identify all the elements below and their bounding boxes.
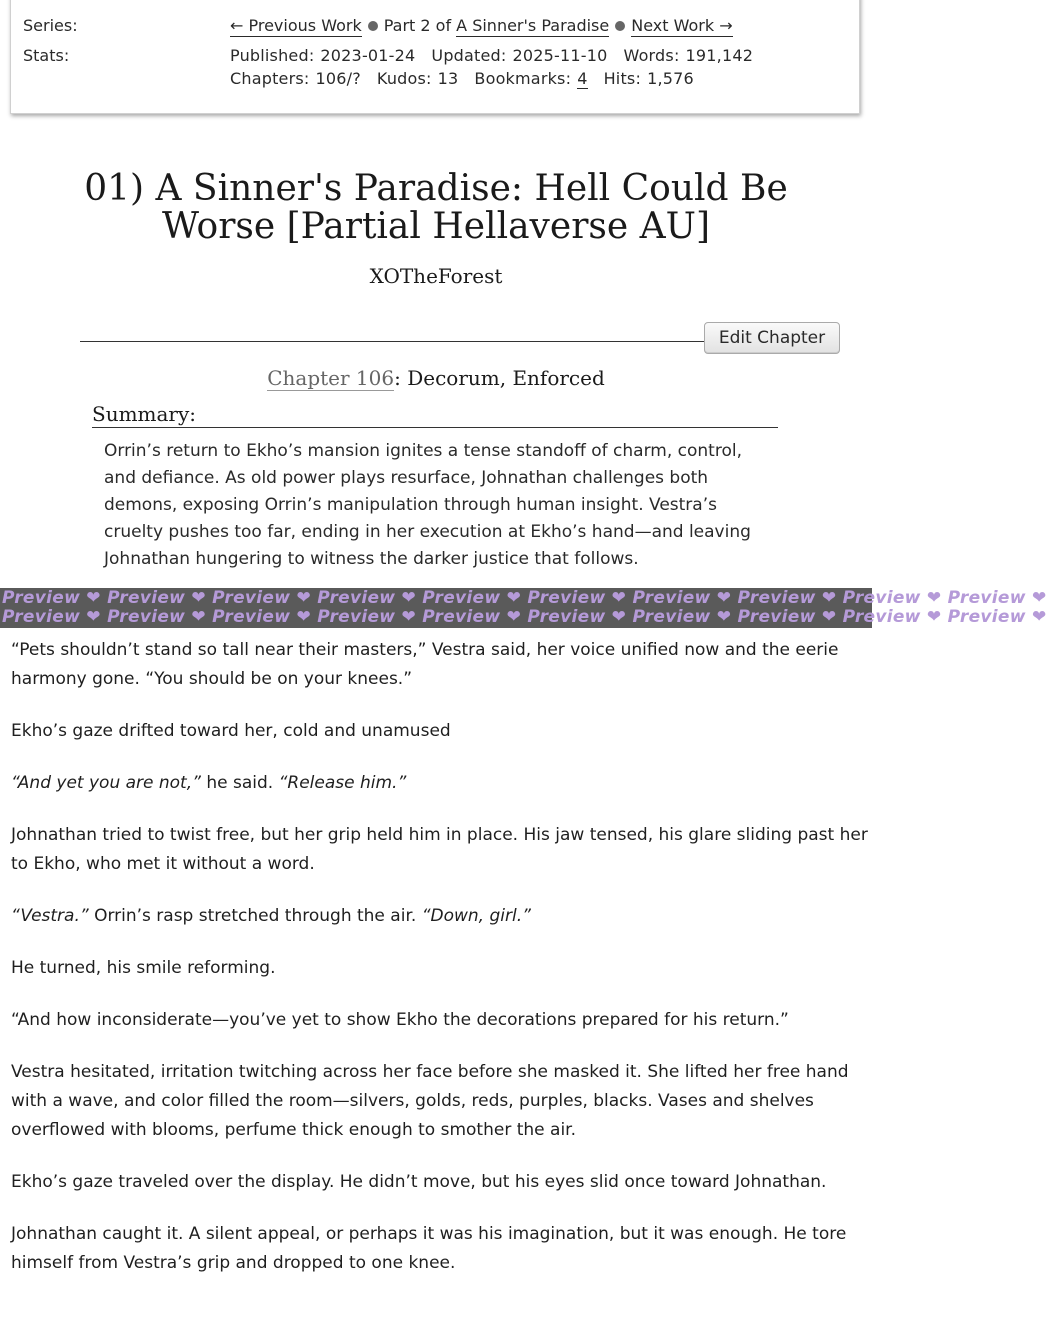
bullet-icon [615,21,625,31]
previous-work-link[interactable]: ← Previous Work [230,16,362,35]
bookmarks-label: Bookmarks: [474,69,572,88]
words-label: Words: [623,46,680,65]
chapter-body [11,636,869,1301]
story-text: Orrin’s rasp stretched through the air. [88,906,422,926]
work-meta-box [10,0,860,114]
story-paragraph: Vestra hesitated, irritation twitching across her face before she masked it. She lifted her free hand with a wave, and color filled the room—silvers, golds, reds, purples, blacks. Vases and shelves overflowed with blooms, perfume thick enough to smother the air. [11,1062,849,1140]
chapter-heading [0,366,872,390]
words-value: 191,142 [685,46,754,65]
bullet-icon [368,21,378,31]
hits-value: 1,576 [647,69,694,88]
dialogue-italic: “And yet you are not,” [11,773,201,793]
work-title-line-2: Worse [Partial Hellaverse AU] [161,206,711,247]
series-name-link[interactable]: A Sinner's Paradise [456,16,610,35]
story-paragraph: “And how inconsiderate—you’ve yet to show Ekho the decorations prepared for his return.” [11,1010,789,1030]
story-text: he said. [200,773,279,793]
summary-heading: Summary: [92,402,778,428]
dialogue-italic: “Release him.” [278,773,407,793]
hits-label: Hits: [603,69,642,88]
stats-label: Stats: [23,46,70,65]
bookmarks-link[interactable]: 4 [577,69,588,88]
story-paragraph: Johnathan caught it. A silent appeal, or perhaps it was his imagination, but it was enough. He tore himself from Vestra’s grip and dropped to one knee. [11,1224,847,1273]
author-link[interactable]: XOTheForest [369,264,503,288]
chapters-label: Chapters: [230,69,310,88]
story-paragraph [11,769,869,798]
story-paragraph [11,902,869,931]
story-paragraph: Ekho’s gaze traveled over the display. He didn’t move, but his eyes slid once toward Johnathan. [11,1172,827,1192]
story-paragraph: He turned, his smile reforming. [11,958,276,978]
story-paragraph: Johnathan tried to twist free, but her grip held him in place. His jaw tensed, his glare sliding past her to Ekho, who met it without a word. [11,825,868,874]
story-paragraph: “Pets shouldn’t stand so tall near their masters,” Vestra said, her voice unified now and the eerie harmony gone. “You should be on your knees.” [11,640,839,689]
updated-value: 2025-11-10 [512,46,608,65]
preview-watermark-row: Preview ❤ Preview ❤ Preview ❤ Preview ❤ Preview ❤ Preview ❤ Preview ❤ Preview ❤ Preview ❤ Preview ❤ [2,588,1047,608]
series-part-text: Part 2 of [383,16,452,35]
edit-chapter-button[interactable]: Edit Chapter [704,322,840,354]
chapter-divider [80,341,704,342]
dialogue-italic: “Vestra.” [11,906,89,926]
series-navigation [230,16,733,35]
summary-text: Orrin’s return to Ekho’s mansion ignites a tense standoff of charm, control, and defiance. As old power plays resurface, Johnathan challenges both demons, exposing Orrin’s manipulation through human insight. Vestra’s cruelty pushes too far, ending in her execution at Ekho’s hand—and leaving Johnathan hungering to witness the darker justice that follows. [104,441,751,569]
published-label: Published: [230,46,315,65]
dialogue-italic: “Down, girl.” [421,906,531,926]
chapter-title: : Decorum, Enforced [394,366,605,390]
kudos-value: 13 [437,69,459,88]
chapters-value: 106/? [315,69,361,88]
next-work-link[interactable]: Next Work → [631,16,733,35]
preview-watermark-band [0,588,1047,628]
chapter-link[interactable]: Chapter 106 [267,366,395,390]
preview-watermark-row: Preview ❤ Preview ❤ Preview ❤ Preview ❤ Preview ❤ Preview ❤ Preview ❤ Preview ❤ Preview ❤ Preview ❤ [2,607,1047,627]
work-title-line-1: 01) A Sinner's Paradise: Hell Could Be [84,168,788,209]
story-paragraph: Ekho’s gaze drifted toward her, cold and unamused [11,721,451,741]
updated-label: Updated: [431,46,507,65]
series-label: Series: [23,16,78,35]
published-value: 2023-01-24 [320,46,416,65]
kudos-label: Kudos: [376,69,432,88]
stats-row-1 [230,46,769,65]
work-title [0,170,872,246]
stats-row-2 [230,69,710,88]
